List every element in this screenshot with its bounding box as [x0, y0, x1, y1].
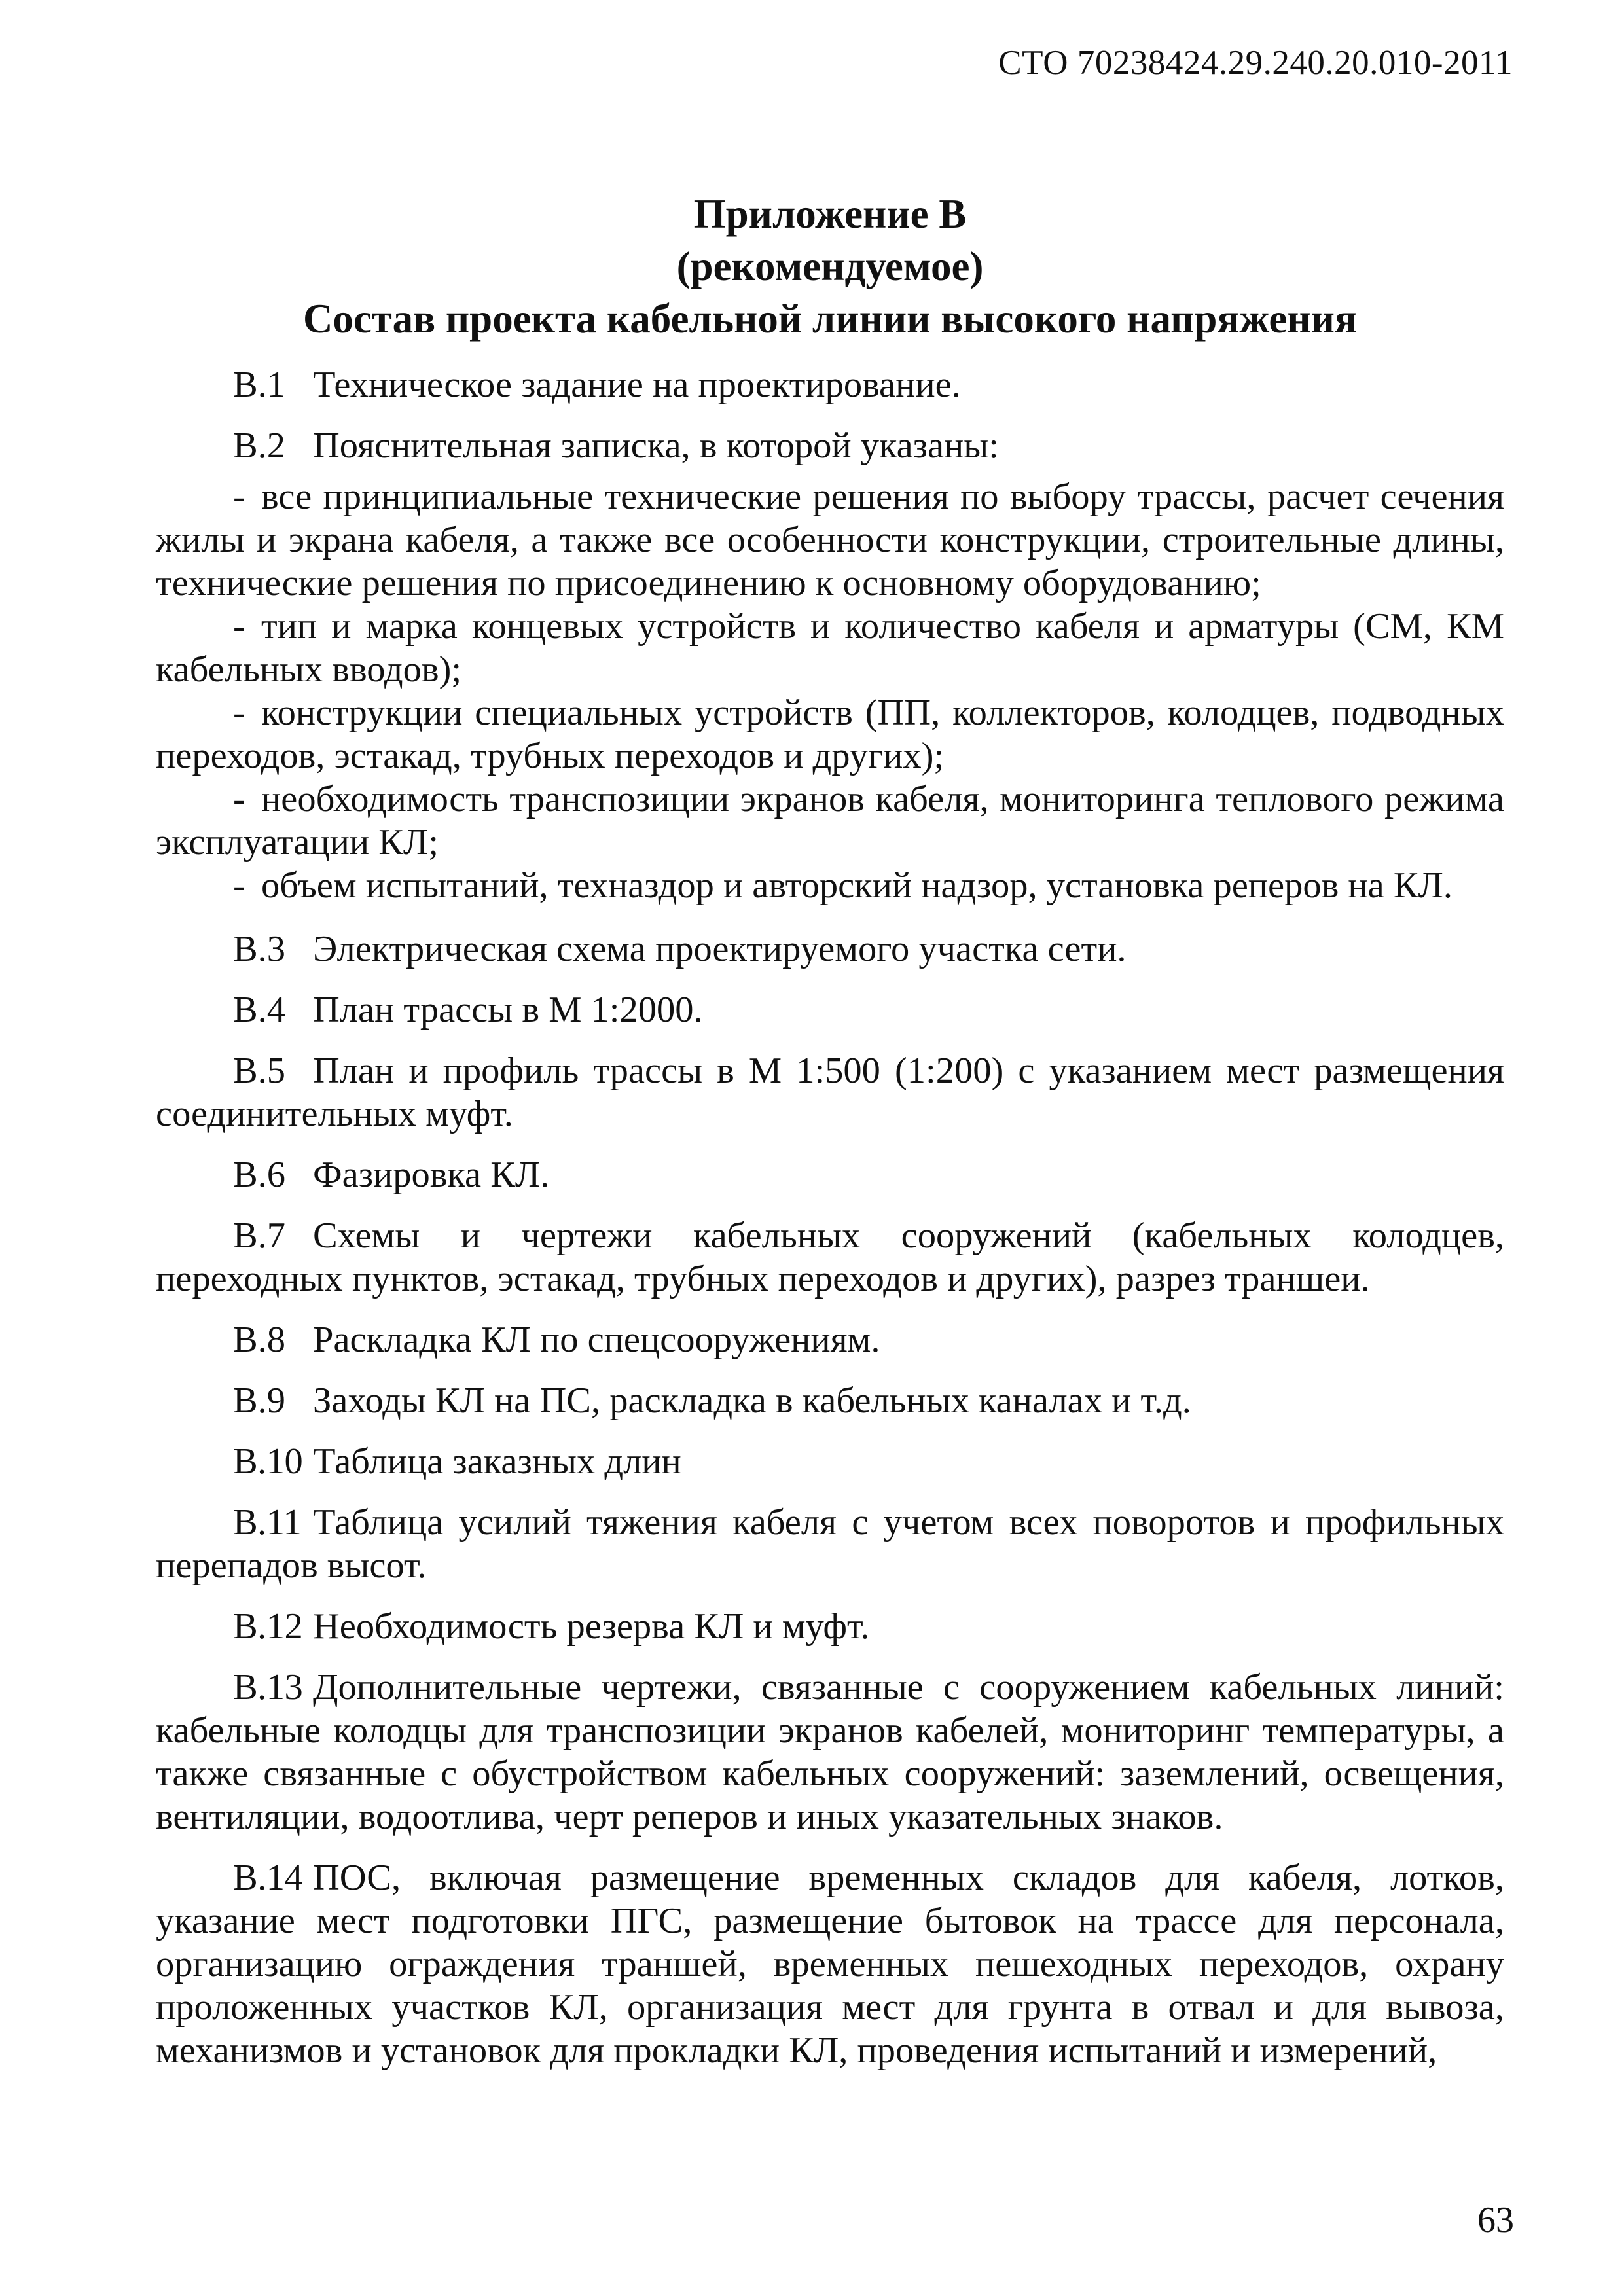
list-item	[156, 605, 1504, 691]
item-number: В.12	[233, 1606, 303, 1647]
item-text: План и профиль трассы в М 1:500 (1:200) с указанием мест размещения соединительных муфт.	[156, 1050, 1504, 1134]
list-dash: -	[233, 865, 245, 906]
list-dash: -	[233, 692, 245, 733]
item-b9	[156, 1379, 1504, 1422]
list-item-text: конструкции специальных устройств (ПП, коллекторов, колодцев, подводных переходов, эстакад, трубных переходов и других);	[156, 692, 1504, 776]
item-text: План трассы в М 1:2000.	[313, 990, 703, 1030]
item-b13	[156, 1666, 1504, 1839]
item-b8	[156, 1318, 1504, 1361]
appendix-title: Приложение В	[693, 191, 967, 237]
list-item-text: тип и марка концевых устройств и количество кабеля и арматуры (СМ, КМ кабельных вводов);	[156, 606, 1504, 690]
item-number: В.1	[233, 365, 286, 405]
item-text: Необходимость резерва КЛ и муфт.	[313, 1606, 870, 1647]
item-b2	[156, 424, 1504, 467]
list-item	[156, 864, 1504, 907]
item-b10	[156, 1440, 1504, 1483]
item-text: Раскладка КЛ по спецсооружениям.	[313, 1319, 880, 1360]
item-number: В.8	[233, 1319, 286, 1360]
item-b2-list	[156, 475, 1504, 907]
item-b14	[156, 1856, 1504, 2072]
item-text: Электрическая схема проектируемого участка сети.	[313, 929, 1127, 969]
item-number: В.10	[233, 1441, 303, 1482]
item-text: Таблица заказных длин	[313, 1441, 681, 1482]
item-number: В.7	[233, 1215, 286, 1256]
item-text: ПОС, включая размещение временных складов для кабеля, лотков, указание мест подготовки ПГС, размещение бытовок на трассе для персонала, организацию ограждения траншей, временных пешеходных переходов, охрану проложенных участков КЛ, организация мест для грунта в отвал и для вывоза, механизмов и установок для прокладки КЛ, проведения испытаний и измерений,	[156, 1857, 1504, 2071]
item-number: В.3	[233, 929, 286, 969]
item-number: В.13	[233, 1667, 303, 1708]
item-text: Таблица усилий тяжения кабеля с учетом всех поворотов и профильных перепадов высот.	[156, 1502, 1504, 1586]
item-b6	[156, 1153, 1504, 1196]
list-item	[156, 475, 1504, 605]
list-dash: -	[233, 779, 245, 819]
list-item	[156, 778, 1504, 864]
item-text: Схемы и чертежи кабельных сооружений (кабельных колодцев, переходных пунктов, эстакад, трубных переходов и других), разрез траншеи.	[156, 1215, 1504, 1299]
item-b4	[156, 988, 1504, 1031]
item-b3	[156, 927, 1504, 971]
item-b5	[156, 1049, 1504, 1136]
item-text: Фазировка КЛ.	[313, 1155, 550, 1195]
list-item	[156, 691, 1504, 778]
item-number: В.14	[233, 1857, 303, 1898]
item-text: Дополнительные чертежи, связанные с сооружением кабельных линий: кабельные колодцы для транспозиции экранов кабелей, мониторинг температуры, а также связанные с обустройством кабельных сооружений: заземлений, освещения, вентиляции, водоотлива, черт реперов и иных указательных знаков.	[156, 1667, 1504, 1837]
item-text: Техническое задание на проектирование.	[313, 365, 961, 405]
list-item-text: объем испытаний, техназдор и авторский надзор, установка реперов на КЛ.	[261, 865, 1453, 906]
appendix-body	[156, 363, 1504, 2090]
appendix-subject: Состав проекта кабельной линии высокого напряжения	[302, 296, 1358, 342]
document-code: СТО 70238424.29.240.20.010-2011	[998, 44, 1513, 82]
item-b12	[156, 1605, 1504, 1648]
item-number: В.5	[233, 1050, 286, 1091]
appendix-heading	[156, 188, 1504, 345]
item-text: Заходы КЛ на ПС, раскладка в кабельных каналах и т.д.	[313, 1380, 1191, 1421]
page-number: 63	[1477, 2200, 1514, 2240]
item-number: В.6	[233, 1155, 286, 1195]
list-item-text: необходимость транспозиции экранов кабеля, мониторинга теплового режима эксплуатации КЛ;	[156, 779, 1504, 863]
item-b7	[156, 1214, 1504, 1300]
list-item-text: все принципиальные технические решения по выбору трассы, расчет сечения жилы и экрана кабеля, а также все особенности конструкции, строительные длины, технические решения по присоединению к основному оборудованию;	[156, 476, 1504, 603]
list-dash: -	[233, 476, 245, 517]
item-b11	[156, 1501, 1504, 1587]
item-number: В.9	[233, 1380, 286, 1421]
list-dash: -	[233, 606, 245, 647]
item-number: В.2	[233, 425, 286, 466]
item-b1	[156, 363, 1504, 406]
item-text: Пояснительная записка, в которой указаны:	[313, 425, 999, 466]
appendix-status: (рекомендуемое)	[676, 243, 984, 289]
item-number: В.11	[233, 1502, 302, 1543]
item-number: В.4	[233, 990, 286, 1030]
